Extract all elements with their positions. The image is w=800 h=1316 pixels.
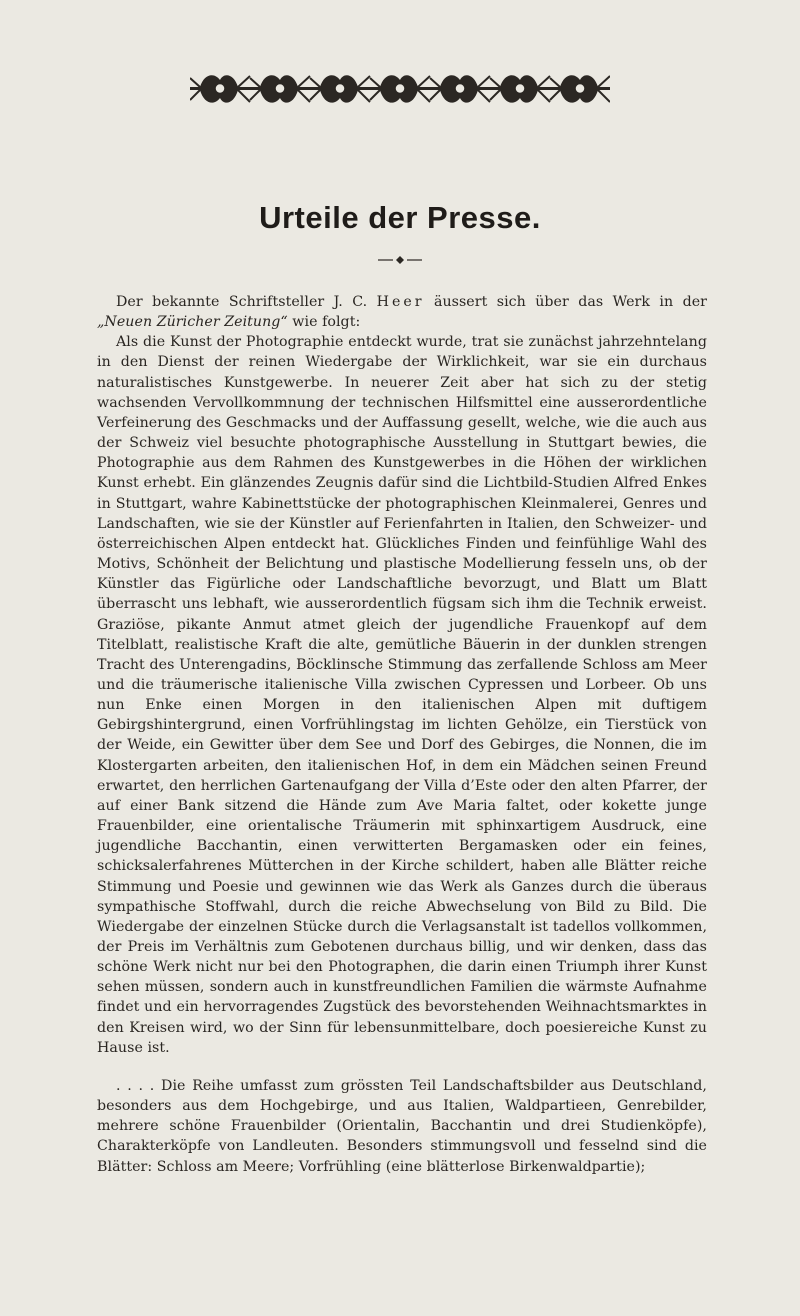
article-body — [97, 292, 707, 1177]
newspaper-name: „Neuen Züricher Zeitung“ — [97, 314, 288, 331]
intro-text-end: wie folgt: — [287, 314, 361, 331]
title-divider-ornament — [378, 255, 422, 265]
review-paragraph-1: Als die Kunst der Photographie entdeckt wurde, trat sie zunächst jahrzehntelang in den Dienst der reinen Wiedergabe der Wirklichkeit, war sie ein durchaus naturalistisches Kunstgewerbe. In neuerer Zeit aber hat sich zu der stetig wachsenden Vervollkommnung der technischen Hilfsmittel eine ausserordentliche Verfeinerung des Geschmacks und der Auffassung gesellt, welche, wie die auch aus der Schweiz viel besuchte photographische Ausstellung in Stuttgart bewies, die Photographie aus dem Rahmen des Kunstgewerbes in die Höhen der wirklichen Kunst erhebt. Ein glänzendes Zeugnis dafür sind die Lichtbild-Studien Alfred Enkes in Stuttgart, wahre Kabinettstücke der photographischen Kleinmalerei, Genres und Landschaften, wie sie der Künstler auf Ferienfahrten in Italien, den Schweizer- und österreichischen Alpen entdeckt hat. Glückliches Finden und feinfühlige Wahl des Motivs, Schönheit der Belichtung und plastische Modellierung fesseln uns, ob der Künstler das Figürliche oder Landschaftliche bevorzugt, und Blatt um Blatt überrascht uns lebhaft, wie ausserordentlich fügsam sich ihm die Technik erweist. Graziöse, pikante Anmut atmet gleich der jugendliche Frauenkopf auf dem Titelblatt, realistische Kraft die alte, gemütliche Bäuerin in der dunklen strengen Tracht des Unterengadins, Böcklinsche Stimmung das zerfallende Schloss am Meer und die träumerische italienische Villa zwischen Cypressen und Lorbeer. Ob uns nun Enke einen Morgen in den italienischen Alpen mit duftigem Gebirgshintergrund, einen Vorfrühlingstag im lichten Gehölze, ein Tierstück von der Weide, ein Gewitter über dem See und Dorf des Gebirges, die Nonnen, die im Klostergarten arbeiten, den italienischen Hof, in dem ein Mädchen seinen Freund erwartet, den herrlichen Gartenaufgang der Villa d’Este oder den alten Pfarrer, der auf einer Bank sitzend die Hände zum Ave Maria faltet, oder kokette junge Frauenbilder, eine orientalische Träumerin mit sphinxartigem Ausdruck, eine jugendliche Bacchantin, einen verwitterten Bergamasken oder ein feines, schicksalerfahrenes Mütterchen in der Kirche schildert, haben alle Blätter reiche Stimmung und Poesie und gewinnen wie das Werk als Ganzes durch die überaus sympathische Stoffwahl, durch die reiche Abwechselung von Bild zu Bild. Die Wiedergabe der einzelnen Stücke durch die Verlagsanstalt ist tadellos vollkommen, der Preis im Verhältnis zum Gebotenen durchaus billig, und wir denken, dass das schöne Werk nicht nur bei den Photographen, die darin einen Triumph ihrer Kunst sehen müssen, sondern auch in kunstfreundlichen Familien die wärmste Aufnahme findet und ein hervorragendes Zugstück des bevorstehenden Weihnachtsmarktes in den Kreisen wird, wo der Sinn für lebensunmittelbare, doch poesiereiche Kunst zu Hause ist. — [97, 334, 707, 1056]
author-name: Heer — [376, 294, 425, 310]
page-title: Urteile der Presse. — [259, 200, 541, 235]
intro-text-start: Der bekannte Schriftsteller J. C. — [116, 294, 377, 310]
article-intro — [97, 292, 707, 332]
decorative-ornament-band — [190, 68, 610, 110]
intro-text-middle: äussert sich über das Werk in der — [424, 294, 708, 310]
review-paragraph-2: . . . . Die Reihe umfasst zum grössten Teil Landschaftsbilder aus Deutschland, besonders aus dem Hochgebirge, und aus Italien, Waldpartieen, Genrebilder, mehrere schöne Frauenbilder (Orientalin, Bacchantin und drei Studienköpfe), Charakterköpfe von Landleuten. Besonders stimmungsvoll und fesselnd sind die Blätter: Schloss am Meere; Vorfrühling (eine blätterlose Birkenwaldpartie); — [97, 1077, 707, 1175]
